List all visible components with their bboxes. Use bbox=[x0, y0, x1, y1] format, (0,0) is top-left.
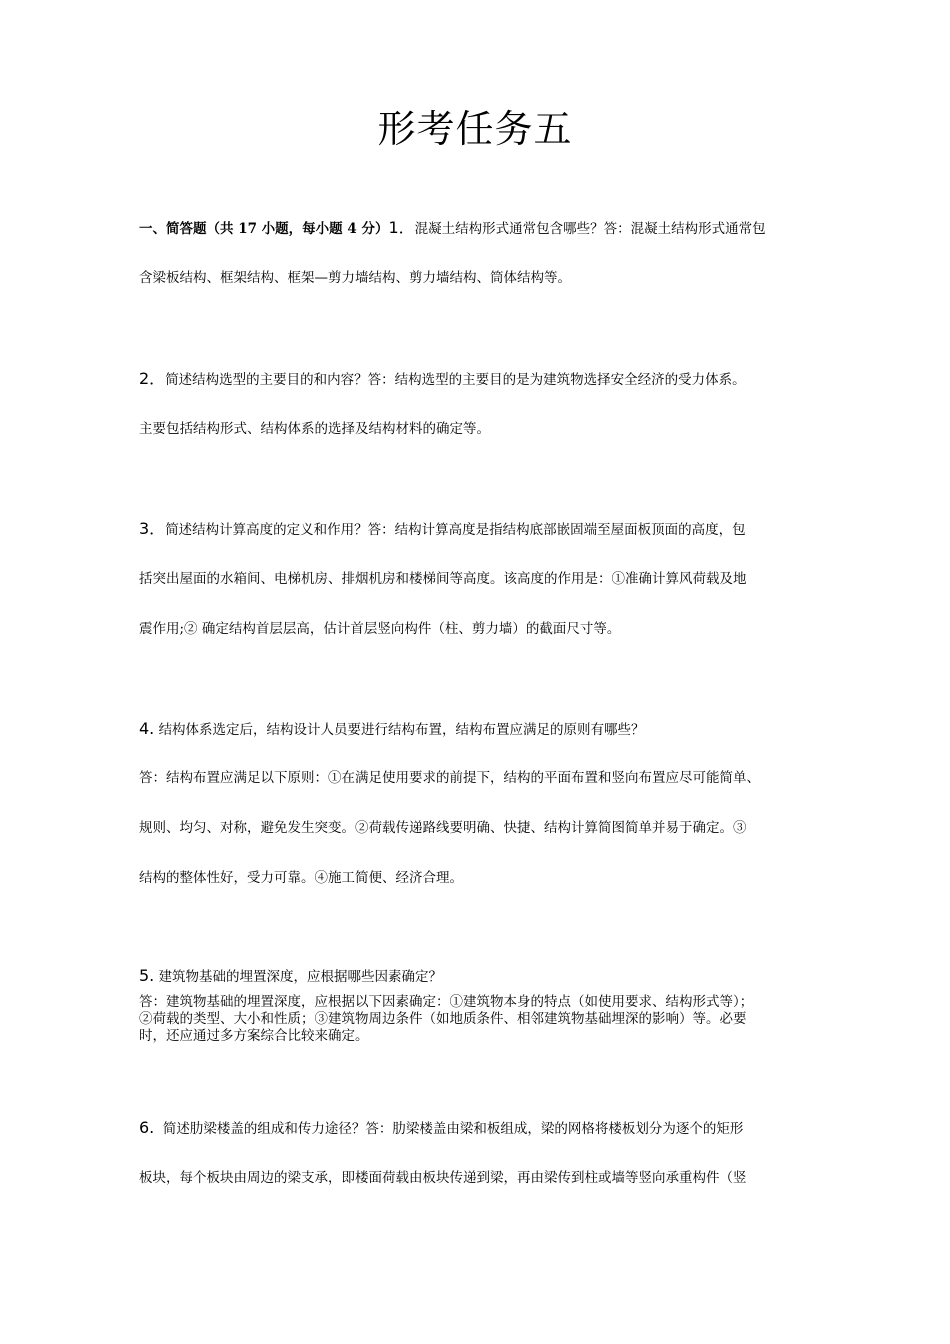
q5-line-1 bbox=[139, 966, 829, 987]
q5-line-3: ②荷载的类型、大小和性质；③建筑物周边条件（如地质条件、相邻建筑物基础埋深的影响）等。必要 bbox=[139, 1011, 747, 1027]
section-header: 一、简答题（共 17 小题，每小题 4 分） bbox=[139, 221, 389, 237]
q6-number: 6. bbox=[139, 1118, 155, 1137]
q2-line-1 bbox=[139, 369, 829, 390]
q5-number: 5. bbox=[139, 966, 155, 985]
q3-line-2: 括突出屋面的水箱间、电梯机房、排烟机房和楼梯间等高度。该高度的作用是：①准确计算风荷载及地 bbox=[139, 571, 747, 587]
q5-line-2: 答：建筑物基础的埋置深度，应根据以下因素确定：①建筑物本身的特点（如使用要求、结构形式等）； bbox=[139, 994, 754, 1010]
q2-line-2: 主要包括结构形式、结构体系的选择及结构材料的确定等。 bbox=[139, 421, 490, 437]
q1-number: 1． bbox=[388, 218, 415, 237]
q4-number: 4. bbox=[139, 719, 155, 738]
q3-line-3: 震作用;② 确定结构首层层高，估计首层竖向构件（柱、剪力墙）的截面尺寸等。 bbox=[139, 621, 621, 637]
q4-line-1 bbox=[139, 719, 829, 740]
q2-text-1: 简述结构选型的主要目的和内容？答：结构选型的主要目的是为建筑物选择安全经济的受力体系。 bbox=[165, 372, 746, 388]
q5-line-4: 时，还应通过多方案综合比较来确定。 bbox=[139, 1028, 369, 1044]
q1-text-1: 混凝土结构形式通常包含哪些？答：混凝土结构形式通常包 bbox=[414, 221, 766, 237]
q1-line-1 bbox=[139, 218, 829, 239]
q4-line-2: 答：结构布置应满足以下原则：①在满足使用要求的前提下，结构的平面布置和竖向布置应尽可能简单、 bbox=[139, 770, 760, 786]
q4-line-4: 结构的整体性好，受力可靠。④施工简便、经济合理。 bbox=[139, 870, 463, 886]
q5-answer-block bbox=[139, 994, 819, 1045]
q1-line-2: 含梁板结构、框架结构、框架—剪力墙结构、剪力墙结构、筒体结构等。 bbox=[139, 270, 571, 286]
q6-text-1: 简述肋梁楼盖的组成和传力途径？答：肋梁楼盖由梁和板组成，梁的网格将楼板划分为逐个的矩形 bbox=[162, 1121, 744, 1137]
q2-number: 2． bbox=[139, 369, 166, 388]
q3-line-1 bbox=[139, 519, 829, 540]
q4-text-1: 结构体系选定后，结构设计人员要进行结构布置，结构布置应满足的原则有哪些？ bbox=[158, 722, 645, 738]
q3-text-1: 简述结构计算高度的定义和作用？答：结构计算高度是指结构底部嵌固端至屋面板顶面的高度，包 bbox=[165, 522, 746, 538]
q6-line-1 bbox=[139, 1118, 829, 1139]
q4-line-3: 规则、均匀、对称，避免发生突变。②荷载传递路线要明确、快捷、结构计算简图简单并易于确定。③ bbox=[139, 820, 747, 836]
q5-text-1: 建筑物基础的埋置深度，应根据哪些因素确定？ bbox=[158, 969, 443, 985]
q6-line-2: 板块，每个板块由周边的梁支承，即楼面荷载由板块传递到梁，再由梁传到柱或墙等竖向承重构件（竖 bbox=[139, 1170, 747, 1186]
document-title: 形考任务五 bbox=[377, 107, 573, 151]
q3-number: 3． bbox=[139, 519, 166, 538]
